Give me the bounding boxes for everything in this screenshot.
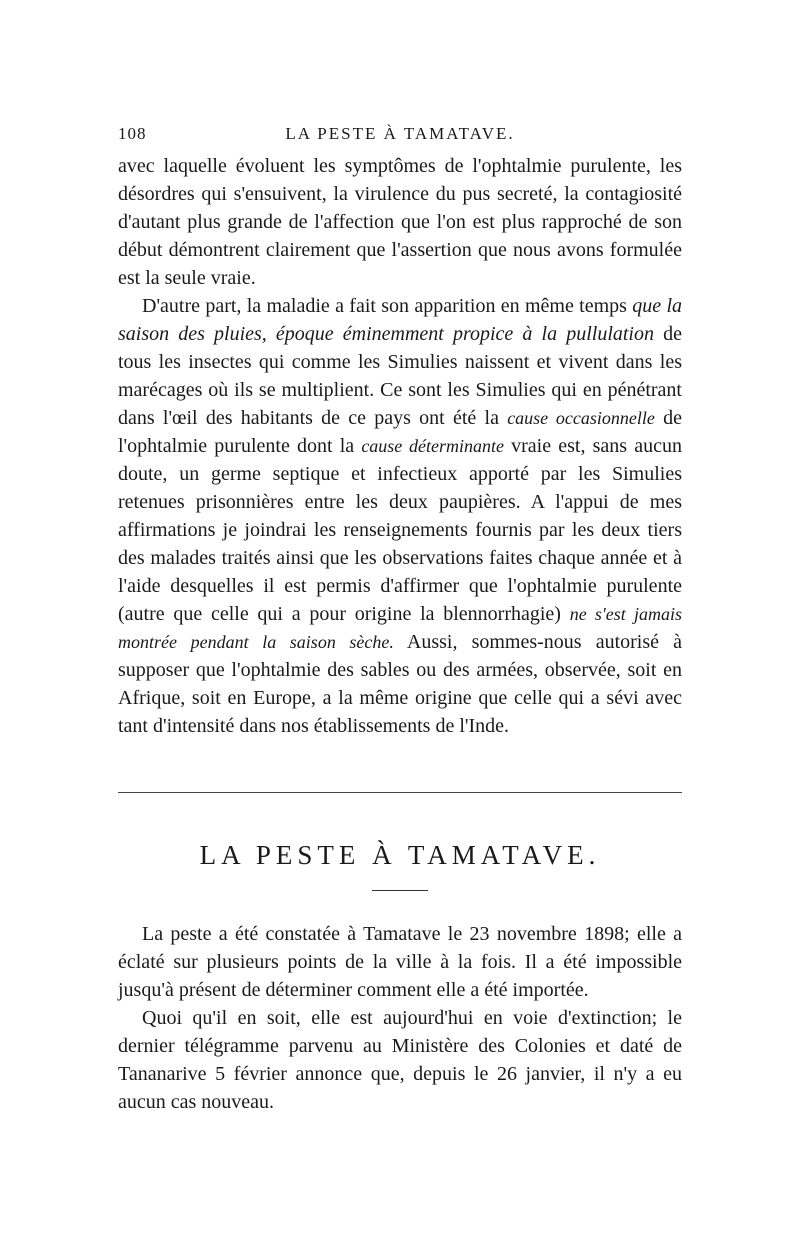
text-span: Aussi, sommes-nous autorisé à supposer que l'ophtalmie des sables ou des armées, observée, soit en Afrique, soit en Europe, a la même origine que celle qui a sévi avec tant d'intensité dans nos établissements de l'Inde. [118,631,682,737]
section-paragraph-2: Quoi qu'il en soit, elle est aujourd'hui en voie d'extinction; le dernier télégramme parvenu au Ministère des Colonies et daté de Tananarive 5 février annonce que, depuis le 26 janvier, il n'y a eu aucun cas nouveau. [118,1007,682,1113]
italic-emphasis-saison-seche: ne s'est jamais montrée pendant la saison sèche. [118,604,682,652]
section-paragraph-1: La peste a été constatée à Tamatave le 23 novembre 1898; elle a éclaté sur plusieurs points de la ville à la fois. Il a été impossible jusqu'à présent de déterminer comment elle a été importée. [118,923,682,1001]
section-body [118,920,682,1116]
text-span: vraie est, sans aucun doute, un germe septique et infectieux apporté par les Simulies retenues prisonnières entre les deux paupières. A l'appui de mes affirmations je joindrai les renseignements fournis par les deux tiers des malades traités ainsi que les observations faites chaque année et à l'aide desquelles il est permis d'affirmer que l'ophtalmie purulente (autre que celle qui a pour origine la blennorrhagie) [118,435,682,625]
text-span: D'autre part, la maladie a fait son apparition en même temps [142,295,633,317]
running-title: LA PESTE À TAMATAVE. [285,124,515,143]
italic-phrase: que la saison des pluies, époque éminemment propice à la pullulation [118,295,682,345]
paragraph-continued: avec laquelle évoluent les symptômes de l'ophtalmie purulente, les désordres qui s'ensuivent, la virulence du pus secreté, la contagiosité d'autant plus grande de l'affection que l'on est plus rapproché de son début démontrent clairement que l'assertion que nous avons formulée est la seule vraie. [118,155,682,289]
paragraph-simulies [118,292,682,740]
text-span: de tous les insectes qui comme les Simulies naissent et vivent dans les marécages où ils se multiplient. Ce sont les Simulies qui en pénétrant dans l'œil des habitants de ce pays ont été la [118,323,682,429]
running-header [118,118,682,152]
page-number: 108 [118,124,147,143]
italic-term-determinante: cause déterminante [361,436,504,456]
italic-term-occasionnelle: cause occasionnelle [507,408,655,428]
section-divider [118,792,682,793]
title-underline [372,890,428,891]
section-title: LA PESTE À TAMATAVE. [199,840,601,870]
page-body [118,118,682,740]
text-span: de l'ophtalmie purulente dont la [118,407,682,457]
